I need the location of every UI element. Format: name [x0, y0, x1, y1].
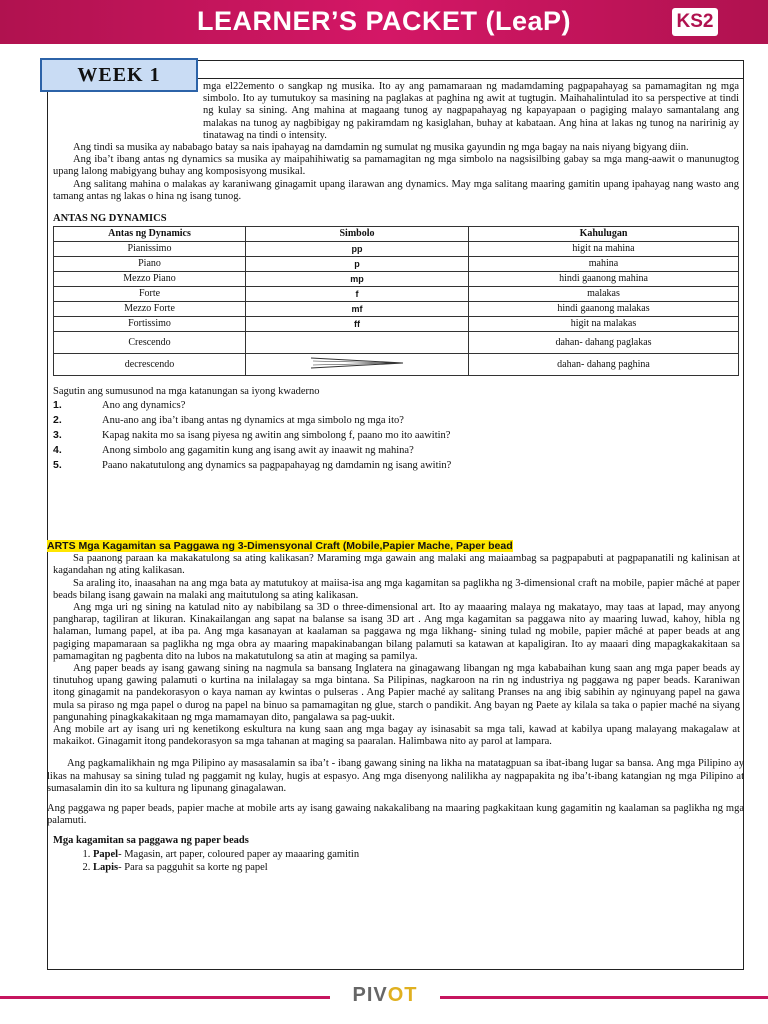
list-item [93, 848, 740, 861]
arts-heading: ARTS Mga Kagamitan sa Paggawa ng 3-Dimensyonal Craft (Mobile,Papier Mache, Paper bead [47, 540, 513, 552]
table-header: Simbolo [246, 227, 469, 242]
table-row [54, 302, 739, 317]
item-number: 4. [53, 444, 62, 457]
table-cell: Mezzo Forte [54, 302, 246, 317]
table-cell: Forte [54, 287, 246, 302]
table-cell: Fortissimo [54, 317, 246, 332]
table-cell: Crescendo [54, 332, 246, 354]
table-row [54, 272, 739, 287]
list-item [53, 458, 739, 473]
table-cell: pp [246, 242, 469, 257]
materials-title: Mga kagamitan sa paggawa ng paper beads [53, 835, 249, 847]
table-row [54, 287, 739, 302]
questions-list [53, 398, 739, 473]
item-number: 2. [53, 414, 62, 427]
materials-list [53, 848, 740, 874]
dynamics-table [53, 226, 739, 376]
table-header-row [54, 227, 739, 242]
arts-paragraph: Ang mga uri ng sining na katulad nito ay nabibilang sa 3D o three-dimensional art. Ito ay maaaring malaya ng makatayo, may taas at lapad, may anyong pangharap, tagiliran at likuran. Kinakailangan ang sapat na balanse sa isang 3D art . Ang mga kagamitan sa paggawa nito ay maaring luwad, kahoy, hibla ng halaman, lumang papel, at iba pa. Ang mga kasanayan at kaalaman sa paggawa ng mga likhang- sining tulad ng mobile, papier mâché at paper beads at ang pagiging mapamaraan sa paglikha ng mga obra ay maaring mapakinabangan bilang palamuti sa katawan at kapaligiran. Ito ay maaari ding mapagkakakitaan sa pamamagitan ng pagbenta dito na lubos na makatutulong sa atin at maging sa pamilya. [53, 602, 740, 662]
table-row [54, 242, 739, 257]
item-text: Ano ang dynamics? [102, 400, 186, 412]
item-text: Anu-ano ang iba’t ibang antas ng dynamics at mga simbolo ng mga ito? [102, 415, 404, 427]
questions-prompt: Sagutin ang sumusunod na mga katanungan sa iyong kwaderno [53, 386, 320, 398]
table-cell: mf [246, 302, 469, 317]
table-cell: p [246, 257, 469, 272]
table-cell: dahan- dahang paghina [469, 354, 739, 376]
table-cell: malakas [469, 287, 739, 302]
header-banner [0, 0, 768, 44]
crescendo-symbol [246, 332, 469, 354]
arts-paragraph: Ang mobile art ay isang uri ng kenetikong eskultura na kung saan ang mga bagay ay isinasabit sa mga tali, kawad at kabilya upang malayang makagalaw at makaikot. Ginagamit itong pandekorasyon sa mga tahanan at maging sa paaralan. Halimbawa nito ay parol at lampara. [53, 724, 740, 748]
table-title: ANTAS NG DYNAMICS [53, 213, 167, 225]
packet-title: LEARNER’S PACKET (LeaP) [196, 6, 572, 36]
arts-paragraph: Sa araling ito, inaasahan na ang mga bata ay matutukoy at maiisa-isa ang mga kagamitan sa paglikha ng 3-dimensional craft na mobile, papier mâché at paper beads bilang isang gawain na malaki ang maitutulong sa ating kalikasan. [53, 577, 740, 601]
intro-paragraph: Ang iba’t ibang antas ng dynamics sa musika ay maipahihiwatig sa pamamagitan ng mga simbolo na nagsisilbing gabay sa mga mang-aawit o manunugtog upang lalong mabigyang buhay ang komposisyong musikal. [53, 154, 739, 178]
table-cell: hindi gaanong malakas [469, 302, 739, 317]
table-row [54, 354, 739, 376]
decrescendo-symbol [246, 354, 469, 376]
list-item [53, 443, 739, 458]
table-row [54, 257, 739, 272]
item-number: 5. [53, 459, 62, 472]
table-cell: mp [246, 272, 469, 287]
arts-paragraph: Ang paggawa ng paper beads, papier mache at mobile arts ay isang gawaing nakakalibang na maaring pagkakitaan kung gagamitin ng kaalaman sa paglikha ng mga palamuti. [47, 803, 744, 827]
table-cell: f [246, 287, 469, 302]
list-item [93, 861, 740, 874]
ks-badge: KS2 [672, 8, 718, 36]
table-row [54, 317, 739, 332]
table-cell: hindi gaanong mahina [469, 272, 739, 287]
arts-paragraph: Sa paanong paraan ka makakatulong sa ating kalikasan? Maraming mga gawain ang malaki ang maiaambag sa pagpapabuti at pagpapanatili ng kalinisan at kagandahan ng ating kalikasan. [53, 553, 740, 577]
intro-paragraph: Ang tindi sa musika ay nababago batay sa nais ipahayag na damdamin ng sumulat ng musika gayundin ng mga bagay na nais niyang bigyang diin. [73, 142, 689, 154]
table-cell: Mezzo Piano [54, 272, 246, 287]
material-desc: - Para sa pagguhit sa korte ng papel [118, 861, 268, 873]
item-text: Paano nakatutulong ang dynamics sa pagpapahayag ng damdamin ng isang awitin? [102, 460, 452, 472]
table-header: Antas ng Dynamics [54, 227, 246, 242]
table-cell: Pianissimo [54, 242, 246, 257]
item-text: Kapag nakita mo sa isang piyesa ng awitin ang simbolong f, paano mo ito aawitin? [102, 430, 451, 442]
table-cell: decrescendo [54, 354, 246, 376]
week-label: WEEK 1 [40, 58, 198, 92]
list-item [53, 428, 739, 443]
table-cell: higit na mahina [469, 242, 739, 257]
table-cell: dahan- dahang paglakas [469, 332, 739, 354]
table-header: Kahulugan [469, 227, 739, 242]
materials-block [47, 835, 744, 873]
decrescendo-hairpin-icon [309, 355, 405, 371]
table-row [54, 332, 739, 354]
intro-paragraph: mga el22emento o sangkap ng musika. Ito ay ang pamamaraan ng madamdaming pagpapahayag sa pamamagitan ng mga simbolo. Ito ay tumutukoy sa masining na paglakas at paghina ng awit at tugtugin. Maihahalintulad ito sa perspective at tindi ng kulay sa sining. Ang mahina at magaang tunog ay nagpapahayag ng kapayapaan o pagiging malayo samantalang ang malakas na tunog ay nagbibigay ng pakiramdam ng kasiglahan, buhay at kabataan. Ang hina at lakas ng tunog na naririnig ay tinatawag na tindi o intensity. [203, 81, 739, 141]
arts-paragraph: Ang pagkamalikhain ng mga Pilipino ay masasalamin sa iba’t - ibang gawang sining na likha na matatagpuan sa ibat-ibang lugar sa bansa. Ang mga Pilipino ay likas na mahusay sa sining tulad ng paggamit ng kulay, hugis at espasyo. Ang mga disenyong nalilikha ay nagpapakita ng iba’t-ibang katangian ng mga Pilipino at sumasalamin din ito sa kultura ng lipunang ginagalawan. [47, 758, 744, 794]
list-item [53, 398, 739, 413]
material-desc: - Magasin, art paper, coloured paper ay maaaring gamitin [118, 848, 360, 860]
table-cell: ff [246, 317, 469, 332]
intro-paragraph: Ang salitang mahina o malakas ay karaniwang ginagamit upang ilarawan ang dynamics. May mga salitang maaring gamitin upang ipahayag nang wasto ang tamang antas ng lakas o hina ng isang tunog. [53, 178, 739, 202]
list-item [53, 413, 739, 428]
music-section [53, 81, 739, 473]
arts-section [47, 540, 744, 874]
item-number: 1. [53, 399, 62, 412]
pivot-logo [330, 982, 440, 1008]
table-cell: mahina [469, 257, 739, 272]
table-cell: higit na malakas [469, 317, 739, 332]
arts-paragraph: Ang paper beads ay isang gawang sining na nagmula sa bansang Inglatera na ginagawang libangan ng mga kababaihan kung saan ang mga paper beads ay tinutuhog upang gawing palamuti o kurtina na inilalagay sa mga bintana. Sa Pilipinas, nagkaroon na rin ng industriya ng paggawa ng paper beads. Karaniwan itong ginagamit na pandekorasyon o kaya naman ay kwintas o pulseras . Ang Papier maché ay salitang Pranses na ang ibig sabihin ay nginuyang papel na gawa mula sa piraso ng mga papel o durog na papel na binuo sa pamamagitan ng glue, starch o pandikit. Ang bayan ng Paete ay kilala sa taka o papier maché na siyang pangunahing pinagkakakitaan ng mga mamamayan dito, pangalawa sa pag-uukit. [53, 663, 740, 723]
table-cell: Piano [54, 257, 246, 272]
logo-text: OT [387, 984, 418, 1006]
logo-text: PIV [352, 984, 388, 1006]
item-number: 3. [53, 429, 62, 442]
item-text: Anong simbolo ang gagamitin kung ang isang awit ay inaawit ng mahina? [102, 445, 414, 457]
material-name: Lapis [93, 861, 119, 873]
material-name: Papel [93, 848, 119, 860]
